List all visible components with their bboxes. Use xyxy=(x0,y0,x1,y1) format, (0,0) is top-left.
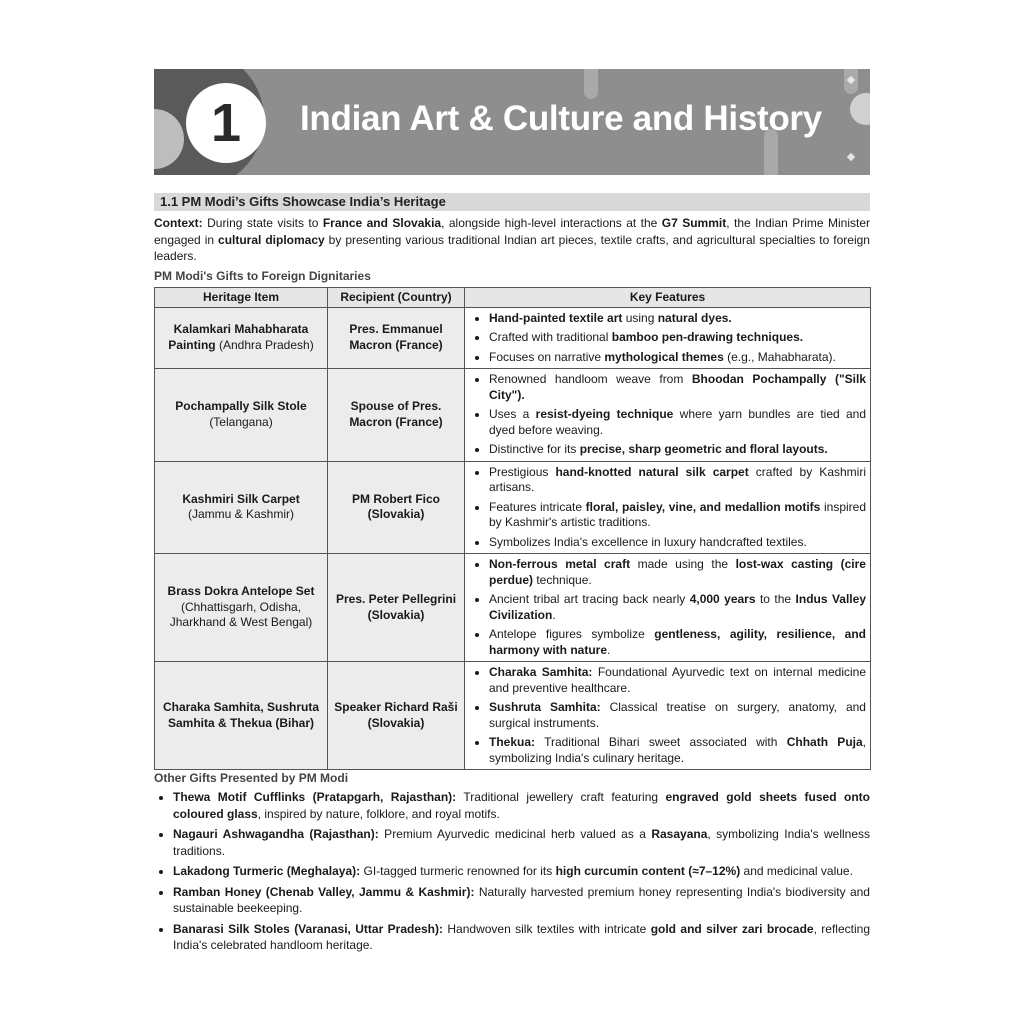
chapter-title: Indian Art & Culture and History xyxy=(300,99,822,138)
heritage-item-name: Brass Dokra Antelope Set xyxy=(167,584,315,599)
bold-text: natural dyes. xyxy=(657,310,732,325)
banner-decoration xyxy=(584,69,598,99)
bold-text: Bhoodan Pochampally ("Silk City"). xyxy=(489,372,866,402)
recipient-cell xyxy=(328,662,465,770)
text-run: , symbolizing India's culinary heritage. xyxy=(489,735,866,765)
context-text: by presenting various traditional Indian art pieces, textile crafts, and agricultural specialties to foreign leaders. xyxy=(154,232,870,263)
recipient-cell xyxy=(328,554,465,662)
banner-decoration xyxy=(850,93,870,125)
context-bold: G7 Summit xyxy=(661,216,727,230)
heritage-item-origin: (Jammu & Kashmir) xyxy=(187,507,294,522)
heritage-item-origin: (Telangana) xyxy=(209,414,273,429)
recipient-cell xyxy=(328,369,465,462)
heritage-item-name: Kalamkari Mahabharata Painting xyxy=(168,322,309,352)
heritage-item-cell xyxy=(155,461,328,554)
text-run: crafted by Kashmiri artisans. xyxy=(489,464,866,494)
recipient-name: Pres. Emmanuel Macron (France) xyxy=(349,322,443,352)
gifts-table xyxy=(154,287,871,771)
list-item xyxy=(173,826,870,859)
feature-item xyxy=(489,500,866,531)
heritage-item-origin: (Andhra Pradesh) xyxy=(215,337,314,352)
bold-text: Charaka Samhita: xyxy=(489,665,593,679)
table-row xyxy=(155,369,871,462)
banner-decoration xyxy=(847,153,855,161)
heritage-item-cell xyxy=(155,554,328,662)
text-run: Handwoven silk textiles with intricate xyxy=(443,921,651,936)
context-text: During state visits to xyxy=(202,216,323,230)
text-run: Foundational Ayurvedic text on internal medicine and preventive healthcare. xyxy=(489,665,867,695)
list-item xyxy=(173,789,870,822)
feature-list xyxy=(469,665,866,766)
bold-text: gold and silver zari brocade xyxy=(650,921,814,936)
recipient-name: Spouse of Pres. Macron (France) xyxy=(349,399,443,429)
context-paragraph xyxy=(154,215,870,265)
chapter-banner xyxy=(154,69,870,175)
bold-text: Ramban Honey (Chenab Valley, Jammu & Kashmir): xyxy=(173,884,475,899)
list-item xyxy=(173,921,870,954)
feature-item xyxy=(489,407,866,438)
text-run: Focuses on narrative xyxy=(489,349,605,364)
feature-item xyxy=(489,665,866,696)
table-row xyxy=(155,662,871,770)
feature-item xyxy=(489,350,866,366)
bold-text: Thekua: xyxy=(489,735,536,749)
bold-text: engraved gold sheets fused onto coloured glass xyxy=(173,790,870,821)
bold-text: Nagauri Ashwagandha (Rajasthan): xyxy=(173,827,379,841)
heritage-item-cell xyxy=(155,369,328,462)
text-run: Renowned handloom weave from xyxy=(489,372,692,386)
key-features-cell xyxy=(465,554,871,662)
table-caption: PM Modi's Gifts to Foreign Dignitaries xyxy=(154,268,371,283)
text-run: . xyxy=(552,607,556,622)
text-run: Naturally harvested premium honey representing India's biodiversity and sustainable beekeeping. xyxy=(173,884,870,915)
bold-text: resist-dyeing technique xyxy=(535,407,674,421)
feature-list xyxy=(469,372,866,458)
text-run: , symbolizing India's wellness traditions. xyxy=(173,827,871,858)
text-run: , reflecting India's celebrated handloom heritage. xyxy=(173,921,870,952)
table-row xyxy=(155,307,871,369)
feature-list xyxy=(469,465,866,551)
recipient-cell xyxy=(328,307,465,369)
text-run: Uses a xyxy=(489,407,536,421)
feature-list xyxy=(469,311,866,366)
text-run: technique. xyxy=(533,572,592,587)
bold-text: high curcumin content (≈7–12%) xyxy=(555,864,741,878)
text-run: using xyxy=(622,310,658,325)
bold-text: Non-ferrous metal craft xyxy=(489,557,631,571)
heritage-item-name: Kashmiri Silk Carpet xyxy=(182,491,300,506)
feature-item xyxy=(489,465,866,496)
key-features-cell xyxy=(465,662,871,770)
text-run: GI-tagged turmeric renowned for its xyxy=(360,864,556,878)
feature-item xyxy=(489,700,866,731)
document-page xyxy=(154,69,870,958)
feature-item xyxy=(489,442,866,458)
feature-list xyxy=(469,557,866,658)
feature-item xyxy=(489,535,866,551)
key-features-cell xyxy=(465,369,871,462)
text-run: Features intricate xyxy=(489,499,586,514)
text-run: inspired by Kashmir's artistic traditions. xyxy=(489,499,867,529)
bold-text: floral, paisley, vine, and medallion motifs xyxy=(585,499,821,514)
text-run: . xyxy=(607,642,611,657)
text-run: Distinctive for its xyxy=(489,442,580,456)
context-bold: France and Slovakia xyxy=(322,216,442,230)
column-header: Heritage Item xyxy=(155,287,328,307)
recipient-name: PM Robert Fico (Slovakia) xyxy=(351,491,440,522)
bold-text: bamboo pen-drawing techniques. xyxy=(611,330,804,344)
table-row xyxy=(155,554,871,662)
bold-text: Thewa Motif Cufflinks (Pratapgarh, Rajasthan): xyxy=(173,790,457,804)
feature-item xyxy=(489,735,866,766)
context-label: Context: xyxy=(154,216,203,230)
bold-text: 4,000 years xyxy=(689,592,756,606)
text-run: Prestigious xyxy=(489,464,556,479)
bold-text: Rasayana xyxy=(651,827,708,841)
list-item xyxy=(173,863,870,880)
other-gifts-heading: Other Gifts Presented by PM Modi xyxy=(154,771,349,785)
feature-item xyxy=(489,592,866,623)
feature-item xyxy=(489,627,866,658)
heritage-item-cell xyxy=(155,307,328,369)
column-header: Key Features xyxy=(465,287,871,307)
recipient-name: Pres. Peter Pellegrini (Slovakia) xyxy=(335,592,457,622)
feature-item xyxy=(489,557,866,588)
bold-text: Sushruta Samhita: xyxy=(489,700,601,714)
bold-text: Hand-painted textile art xyxy=(489,310,623,325)
recipient-cell xyxy=(328,461,465,554)
bold-text: Chhath Puja xyxy=(786,735,863,749)
text-run: Premium Ayurvedic medicinal herb valued as a xyxy=(378,827,652,841)
text-run: made using the xyxy=(630,557,736,571)
text-run: Crafted with traditional xyxy=(489,330,612,344)
key-features-cell xyxy=(465,461,871,554)
context-text: , the Indian Prime Minister engaged in xyxy=(154,216,870,247)
bold-text: hand-knotted natural silk carpet xyxy=(555,464,749,479)
text-run: Antelope figures symbolize xyxy=(489,627,655,641)
text-run: Ancient tribal art tracing back nearly xyxy=(489,592,690,606)
context-text: , alongside high-level interactions at the xyxy=(441,216,662,230)
section-heading: 1.1 PM Modi’s Gifts Showcase India’s Heritage xyxy=(154,193,870,211)
text-run: and medicinal value. xyxy=(740,864,853,878)
heritage-item-cell xyxy=(155,662,328,770)
bold-text: Banarasi Silk Stoles (Varanasi, Uttar Pradesh): xyxy=(173,921,443,936)
table-row xyxy=(155,461,871,554)
bold-text: mythological themes xyxy=(604,349,724,364)
heritage-item-origin: (Chhattisgarh, Odisha, Jharkhand & West Bengal) xyxy=(169,599,313,630)
text-run: Classical treatise on surgery, anatomy, and surgical instruments. xyxy=(489,700,866,730)
text-run: (e.g., Mahabharata). xyxy=(723,349,836,364)
feature-item xyxy=(489,311,866,327)
feature-item xyxy=(489,330,866,346)
column-header: Recipient (Country) xyxy=(328,287,465,307)
bold-text: gentleness, agility, resilience, and harmony with nature xyxy=(489,627,866,657)
text-run: Traditional Bihari sweet associated with xyxy=(535,735,787,749)
text-run: Traditional jewellery craft featuring xyxy=(456,790,666,804)
context-bold: cultural diplomacy xyxy=(218,232,325,247)
heritage-item-name: Charaka Samhita, Sushruta Samhita & Thekua (Bihar) xyxy=(162,700,320,730)
other-gifts-list xyxy=(154,789,870,954)
table-header-row xyxy=(155,287,871,307)
text-run: Symbolizes India's excellence in luxury handcrafted textiles. xyxy=(489,534,807,549)
recipient-name: Speaker Richard Raši (Slovakia) xyxy=(334,700,458,730)
text-run: to the xyxy=(755,592,796,606)
feature-item xyxy=(489,372,866,403)
bold-text: Lakadong Turmeric (Meghalaya): xyxy=(173,864,361,878)
bold-text: precise, sharp geometric and floral layouts. xyxy=(579,442,828,456)
text-run: , inspired by nature, folklore, and royal motifs. xyxy=(257,806,500,821)
key-features-cell xyxy=(465,307,871,369)
chapter-number: 1 xyxy=(186,83,266,163)
list-item xyxy=(173,884,870,917)
bold-text: lost-wax casting (cire perdue) xyxy=(489,557,866,587)
text-run: where yarn bundles are tied and dyed before weaving. xyxy=(489,407,867,437)
heritage-item-name: Pochampally Silk Stole xyxy=(175,399,307,414)
bold-text: Indus Valley Civilization xyxy=(489,592,866,622)
